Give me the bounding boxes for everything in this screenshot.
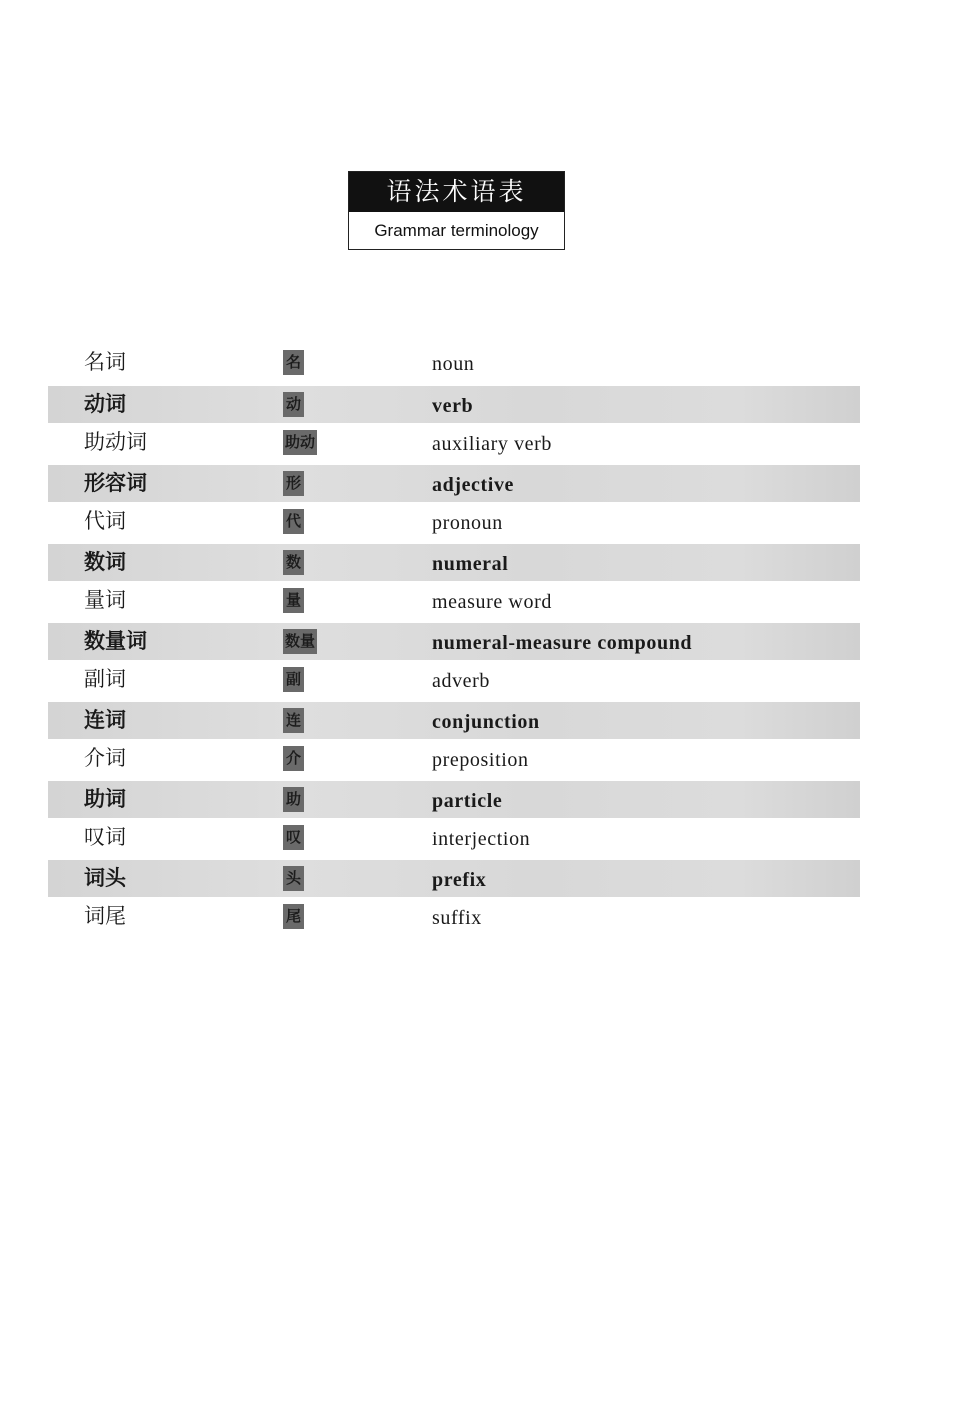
term-chinese: 名词 xyxy=(84,350,126,374)
term-abbreviation: 名 xyxy=(283,350,304,375)
term-row xyxy=(48,503,860,540)
term-abbreviation: 连 xyxy=(283,708,304,733)
term-chinese: 量词 xyxy=(84,588,126,612)
term-english: verb xyxy=(432,395,474,417)
term-english: adverb xyxy=(432,670,491,692)
term-chinese: 动词 xyxy=(84,392,126,416)
term-chinese: 词头 xyxy=(84,866,126,890)
term-chinese: 数量词 xyxy=(84,629,147,653)
title-box xyxy=(348,171,565,250)
term-abbreviation: 副 xyxy=(283,667,304,692)
term-row xyxy=(48,386,860,423)
term-english: numeral-measure compound xyxy=(432,632,693,654)
term-row xyxy=(48,702,860,739)
term-english: suffix xyxy=(432,907,482,929)
term-row xyxy=(48,544,860,581)
term-abbreviation: 介 xyxy=(283,746,304,771)
term-abbreviation: 尾 xyxy=(283,904,304,929)
term-abbreviation: 数 xyxy=(283,550,304,575)
term-row xyxy=(48,424,860,461)
term-english: conjunction xyxy=(432,711,540,733)
term-row xyxy=(48,465,860,502)
term-row xyxy=(48,582,860,619)
term-chinese: 助词 xyxy=(84,787,126,811)
term-row xyxy=(48,898,860,935)
term-abbreviation: 动 xyxy=(283,392,304,417)
term-row xyxy=(48,740,860,777)
term-abbreviation: 形 xyxy=(283,471,304,496)
title-chinese: 语法术语表 xyxy=(349,172,564,212)
term-english: adjective xyxy=(432,474,515,496)
term-chinese: 介词 xyxy=(84,746,126,770)
term-english: numeral xyxy=(432,553,509,575)
term-chinese: 连词 xyxy=(84,708,126,732)
term-abbreviation: 助动 xyxy=(283,430,317,455)
term-english: pronoun xyxy=(432,512,503,534)
term-abbreviation: 头 xyxy=(283,866,304,891)
term-english: measure word xyxy=(432,591,552,613)
term-chinese: 数词 xyxy=(84,550,126,574)
term-row xyxy=(48,344,860,381)
term-english: prefix xyxy=(432,869,487,891)
term-abbreviation: 叹 xyxy=(283,825,304,850)
term-chinese: 副词 xyxy=(84,667,126,691)
term-english: interjection xyxy=(432,828,531,850)
term-row xyxy=(48,781,860,818)
term-chinese: 助动词 xyxy=(84,430,147,454)
term-abbreviation: 代 xyxy=(283,509,304,534)
term-row xyxy=(48,661,860,698)
term-abbreviation: 助 xyxy=(283,787,304,812)
term-row xyxy=(48,860,860,897)
term-chinese: 形容词 xyxy=(84,471,147,495)
term-row xyxy=(48,623,860,660)
term-row xyxy=(48,819,860,856)
term-chinese: 叹词 xyxy=(84,825,126,849)
term-abbreviation: 量 xyxy=(283,588,304,613)
term-chinese: 词尾 xyxy=(84,904,126,928)
title-english: Grammar terminology xyxy=(374,221,539,240)
term-english: particle xyxy=(432,790,503,812)
term-english: preposition xyxy=(432,749,529,771)
term-english: auxiliary verb xyxy=(432,433,553,455)
term-abbreviation: 数量 xyxy=(283,629,317,654)
term-english: noun xyxy=(432,353,475,375)
term-chinese: 代词 xyxy=(84,509,126,533)
